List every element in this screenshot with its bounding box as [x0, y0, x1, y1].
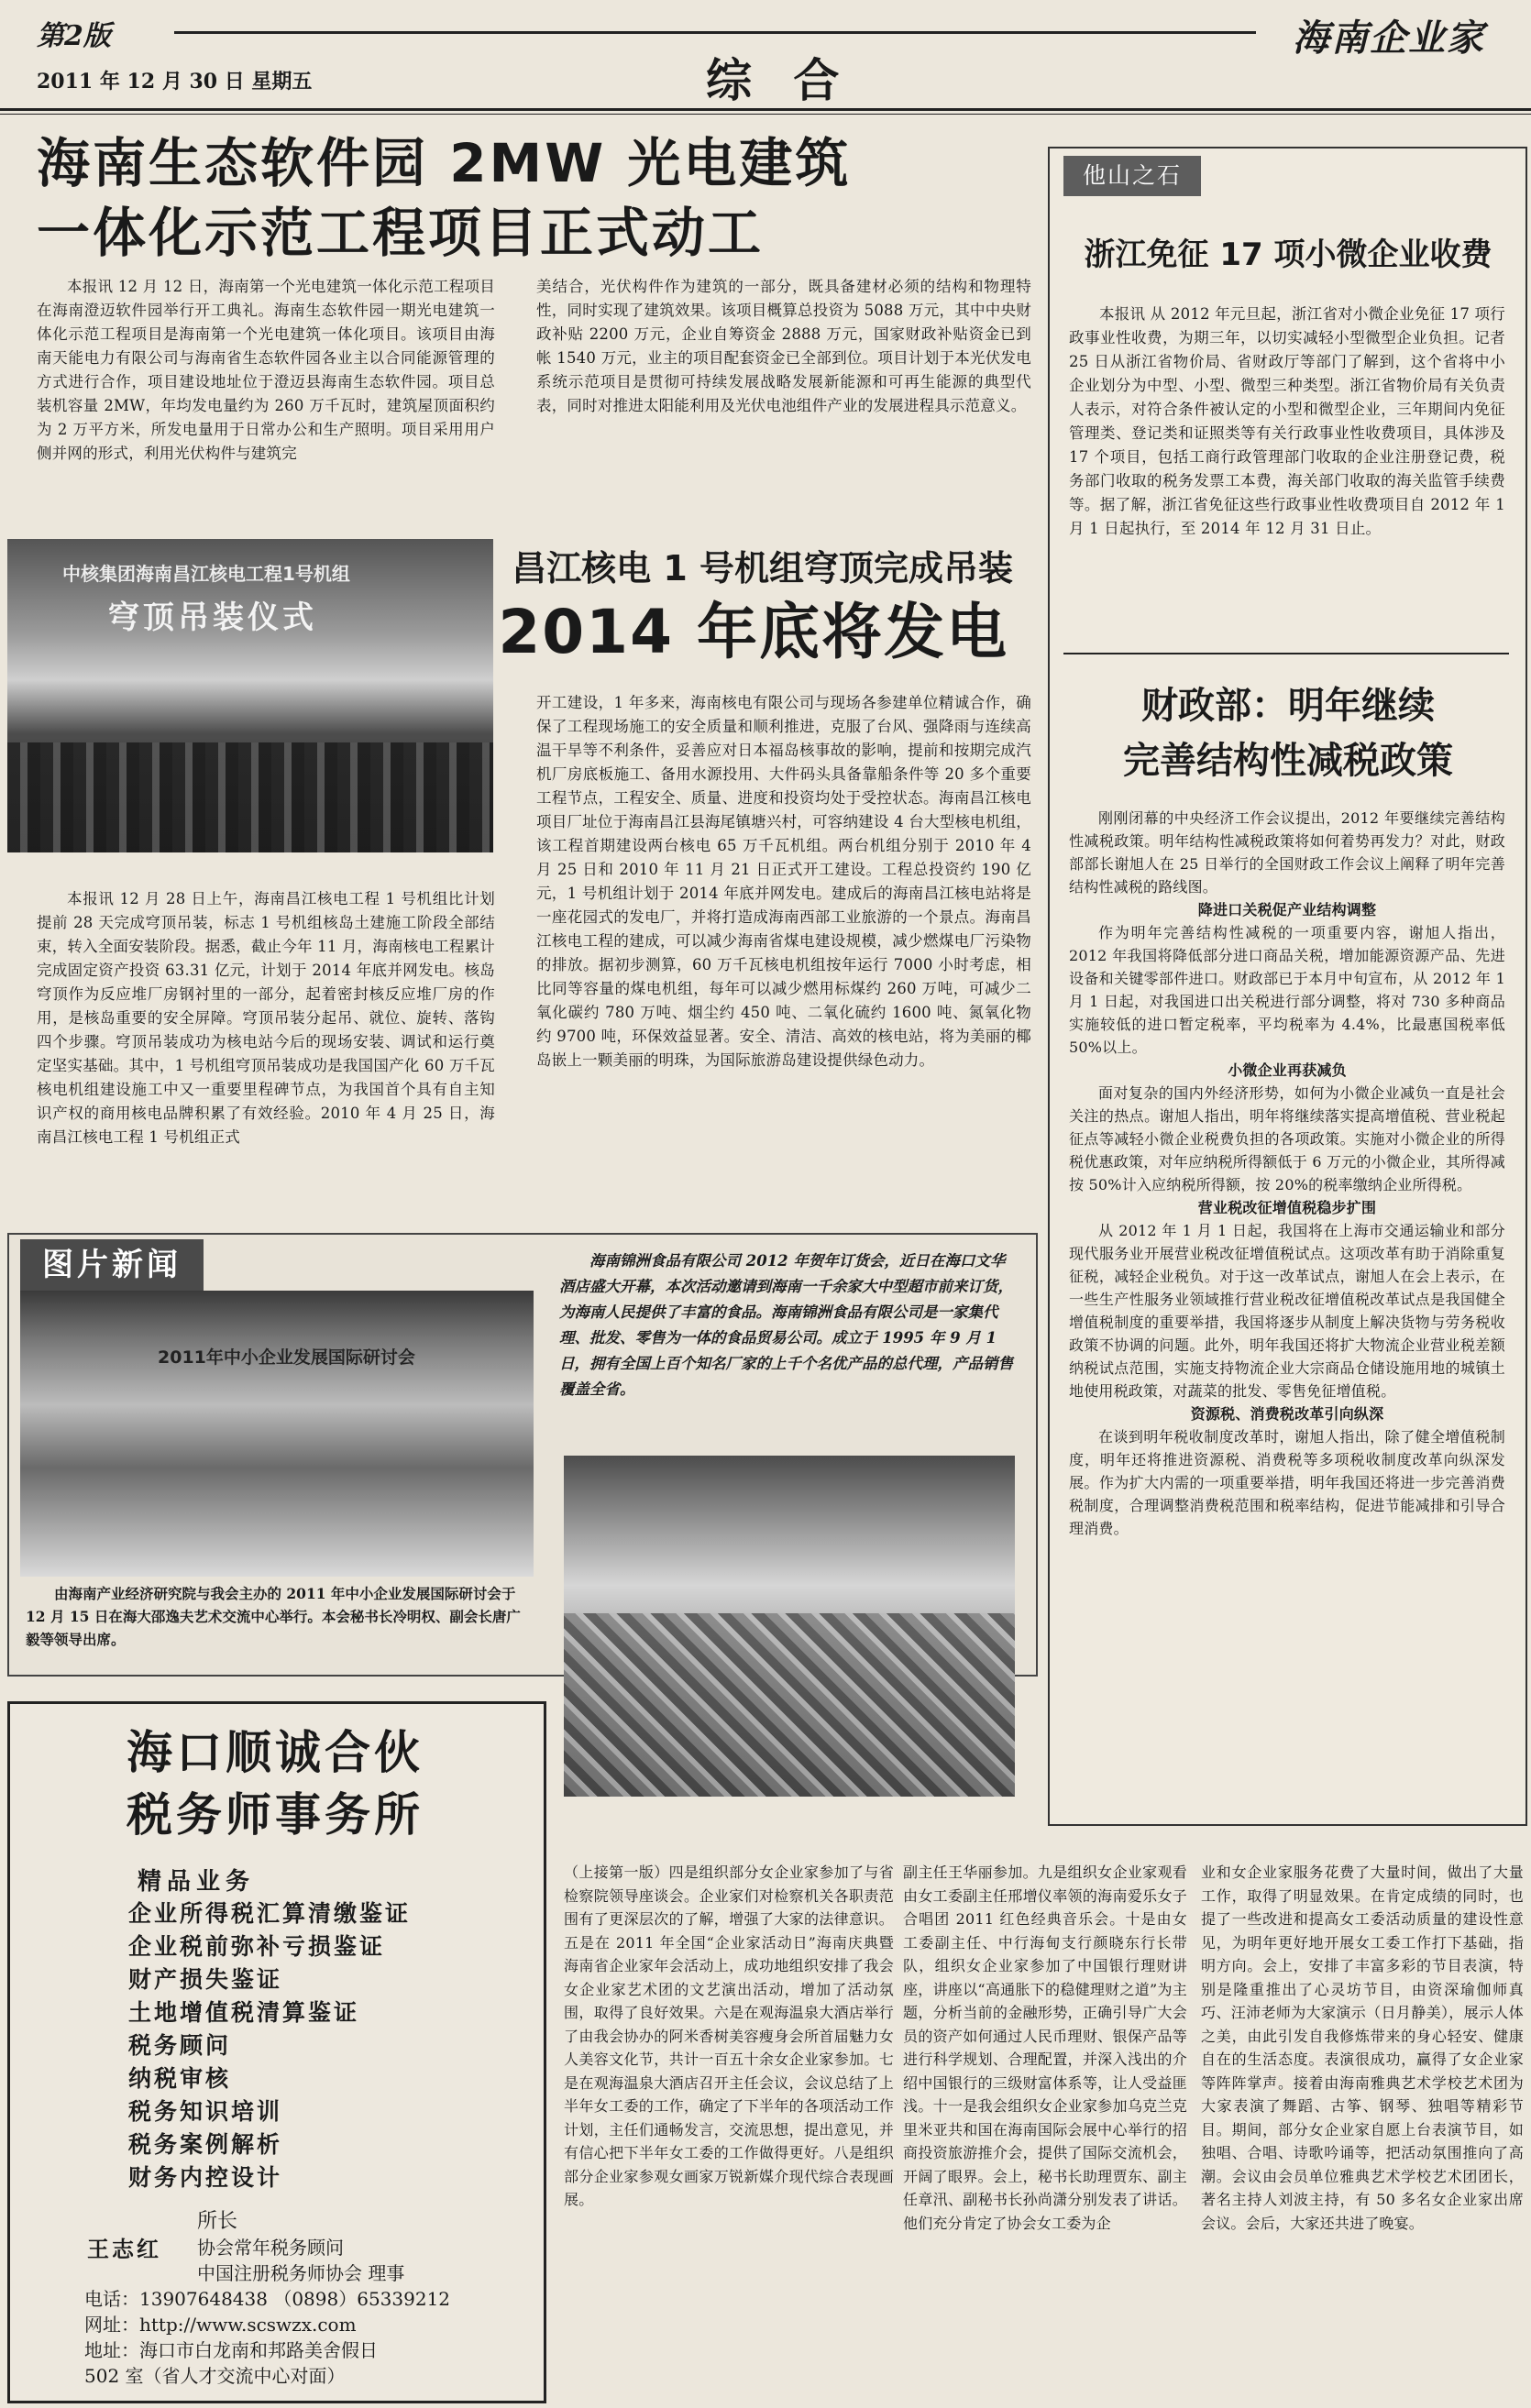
- subheading-resource-tax: 资源税、消费税改革引向纵深: [1190, 1405, 1384, 1423]
- service-item: 纳税审核: [128, 2065, 232, 2092]
- paper-name: 海南企业家: [1293, 16, 1485, 60]
- article4-body: 刚刚闭幕的中央经济工作会议提出，2012 年要继续完善结构性减税政策。明年结构性减税政策将如何着势再发力？对此，财政部部长谢旭人在 25 日举行的全国财政工作会议上阐释了明年完善结构性减税的路线图。 降进口关税促产业结构调整 作为明年完善结构性减税的一项重要内容，谢旭人指出，2012 年我国将降低部分进口商品关税，增加能源资源产品、先进设备和关键零部件进口。财政部已于本月中旬宣布，从 2012 年 1 月 1 日起，对我国进口出关税进行部分调整，将对 730 多种商品实施较低的进口暂定税率，平均税率为 4.4%，比最惠国税率低 50%以上。 小微企业再获减负 面对复杂的国内外经济形势，如何为小微企业减负一直是社会关注的热点。谢旭人指出，明年将继续落实提高增值税、营业税起征点等减轻小微企业税费负担的各项政策。实施对小微企业的所得税优惠政策，对年应纳税所得额低于 6 万元的小微企业，其所得减按 50%计入应纳税所得额，按 20%的税率缴纳企业所得税。 营业税改征增值税稳步扩围 从 2012 年 1 月 1 日起，我国将在上海市交通运输业和部分现代服务业开展营业税改征增值税试点。这项改革有助于消除重复征税，减轻企业税负。对于这一改革试点，谢旭人在会上表示，在一些生产性服务业领域推行营业税改征增值税改革试点是我国健全增值税制度的重要举措，我国将逐步从制度上解决货物与劳务税收政策不协调的问题。此外，明年我国还将扩大物流企业营业税差额纳税试点范围，实施支持物流企业大宗商品仓储设施用地的城镇土地使用税政策，对蔬菜的批发、零售免征增值税。 资源税、消费税改革引向纵深 在谈到明年税收制度改革时，谢旭人指出，除了健全增值税制度，明年还将推进资源税、消费税等多项税收制度改革向纵深发展。作为扩大内需的一项重要举措，明年我国还将进一步完善消费税制度，合理调整消费税范围和税率结构，促进节能减排和引导合理消费。: [1069, 809, 1505, 1537]
- article2-title1: 昌江核电 1 号机组穹顶完成吊装: [512, 548, 1013, 588]
- article2-col1: 本报讯 12 月 28 日上午，海南昌江核电工程 1 号机组比计划提前 28 天完成穹顶吊装，标志 1 号机组核岛土建施工阶段全部结束，转入全面安装阶段。据悉，截止今年 11 月，海南核电工程累计完成固定资产投资 63.31 亿元，计划于 2014 年底并网发电。核岛穹顶作为反应堆厂房钢衬里的一部分，起着密封核反应堆厂房的作用，是核岛重要的安全屏障。穹顶吊装分起吊、就位、旋转、落钩四个步骤。穹顶吊装成功为核电站今后的现场安装、调试和运行奠定坚实基础。其中，1 号机组穹顶吊装成功是我国国产化 60 万千瓦核电机组建设施工中又一重要里程碑节点，为我国首个具有自主知识产权的商用核电品牌积累了有效经验。2010 年 4 月 25 日，海南昌江核电工程 1 号机组正式: [37, 890, 495, 1146]
- article4-title: [1063, 678, 1513, 788]
- article2-title2: 2014 年底将发电: [498, 597, 1008, 667]
- service-item: 土地增值税清算鉴证: [128, 1999, 360, 2026]
- column-tag: 他山之石: [1063, 156, 1201, 196]
- ad-title: [18, 1721, 532, 1846]
- issue-date: 2011 年 12 月 30 日 星期五: [37, 70, 313, 93]
- ad-address-2: 502 室（省人才交流中心对面）: [84, 2365, 346, 2387]
- ad-title-1: 协会常年税务顾问: [197, 2237, 344, 2259]
- food-fair-text: 海南锦洲食品有限公司 2012 年贺年订货会，近日在海口文华酒店盛大开幕，本次活动邀请到海南一千余家大中型超市前来订货，为海南人民提供了丰富的食品。海南锦洲食品有限公司是一家集代理、批发、零售为一体的食品贸易公司。成立于 1995 年 9 月 1 日，拥有全国上百个知名厂家的上千个名优产品的总代理，产品销售覆盖全省。: [559, 1252, 1013, 1398]
- masthead: [0, 0, 1531, 119]
- service-item: 企业所得税汇算清缴鉴证: [128, 1900, 412, 1927]
- article3-body: 本报讯 从 2012 年元旦起，浙江省对小微企业免征 17 项行政事业性收费，为期三年，以切实减轻小型微型企业负担。记者 25 日从浙江省物价局、省财政厅等部门了解到，这个省将中小企业划分为中型、小型、微型三种类型。浙江省物价局有关负责人表示，对符合条件被认定的小型和微型企业，三年期间内免征管理类、登记类和证照类等有关行政事业性收费项目，具体涉及 17 个项目，包括工商行政管理部门收取的企业注册登记费，税务部门收取的税务发票工本费，海关部门收取的海关监管手续费等。据了解，浙江省免征这些行政事业性收费项目自 2012 年 1 月 1 日起执行，至 2014 年 12 月 31 日止。: [1069, 305, 1505, 537]
- ad-title-2: 中国注册税务师协会 理事: [197, 2262, 405, 2284]
- continued-col1: （上接第一版）四是组织部分女企业家参加了与省检察院领导座谈会。企业家们对检察机关各职责范围有了更深层次的了解，增强了大家的法律意识。五是在 2011 年全国“企业家活动日”海南庆典暨海南省企业家年会活动上，成功地组织安排了我会女企业家艺术团的文艺演出活动，增加了活动氛围，取得了良好效果。六是在观海温泉大酒店举行了由我会协办的阿米香树美容瘦身会所首届魅力女人美容文化节，共计一百五十余女企业家参加。七是在观海温泉大酒店召开主任会议，会议总结了上半年女工委的工作，确定了下半年的各项活动工作计划，主任们通畅发言，交流思想，提出意见，并有信心把下半年女工委的工作做得更好。八是组织部分企业家参观女画家万锐新媒介现代综合表现画展。: [564, 1864, 894, 2208]
- article1-col2: 美结合，光伏构件作为建筑的一部分，既具备建材必须的结构和物理特性，同时实现了建筑效果。该项目概算总投资为 5088 万元，其中中央财政补贴 2200 万元，企业自筹资金 2888 万元，国家财政补贴资金已到帐 1540 万元，业主的项目配套资金已全部到位。项目计划于本光伏发电系统示范项目是贯彻可持续发展战略发展新能源和可再生能源的典型代表，同时对推进太阳能利用及光伏电池组件产业的发展进程具示范意义。: [536, 278, 1031, 414]
- ad-title-line2: 税务师事务所: [127, 1788, 424, 1842]
- continued-col2: 副主任王华丽参加。九是组织女企业家观看由女工委副主任邢增仪率领的海南爱乐女子合唱团 2011 红色经典音乐会。十是由女工委副主任、中行海甸支行颜晓东行长带队，组织女企业家参加了中国银行理财讲座，讲座以“高通胀下的稳健理财之道”为主题，分析当前的金融形势，正确引导广大会员的资产如何通过人民币理财、银保产品等进行科学规划、合理配置，并深入浅出的介绍中国银行的三级财富体系等，让人受益匪浅。十一是我会组织女企业家参加乌克兰克里米亚共和国在海南国际会展中心举行的招商投资旅游推介会，提供了国际交流机会，开阔了眼界。会上，秘书长助理贾东、副主任章汛、副秘书长孙尚潇分别发表了讲话。他们充分肯定了协会女工委为企: [903, 1864, 1187, 2232]
- ad-services-list: [128, 1897, 513, 2194]
- article4-title-line2: 完善结构性减税政策: [1123, 740, 1453, 782]
- seminar-banner-text: 2011年中小企业发展国际研讨会: [158, 1347, 415, 1368]
- service-item: 企业税前弥补亏损鉴证: [128, 1933, 386, 1960]
- article1-title-line1: 海南生态软件园 2MW 光电建筑: [37, 132, 852, 194]
- ad-role: 所长: [197, 2210, 238, 2233]
- service-item: 财务内控设计: [128, 2164, 283, 2191]
- article1-title-line2: 一体化示范工程项目正式动工: [37, 202, 765, 264]
- article1-col1: 本报讯 12 月 12 日，海南第一个光电建筑一体化示范工程项目在海南澄迈软件园举行开工典礼。海南生态软件园一期光电建筑一体化示范工程项目是海南第一个光电建筑一体化项目。该项目由海南天能电力有限公司与海南省生态软件园各业主以合同能源管理的方式进行合作，项目建设地址位于澄迈县海南生态软件园。项目总装机容量 2MW，年均发电量约为 260 万千瓦时，建筑屋顶面积约为 2 万平方米，所发电量用于日常办公和生产照明。项目采用用户侧并网的形式，利用光伏构件与建筑完: [37, 278, 495, 462]
- continued-col3: 业和女企业家服务花费了大量时间，做出了大量工作，取得了明显效果。在肯定成绩的同时，也提了一些改进和提高女工委活动质量的建设性意见，为明年更好地开展女工委工作打下基础，指明方向。会上，安排了丰富多彩的节目表演，特别是隆重推出了心灵坊节目，由资深瑜伽师真巧、汪沛老师为大家演示（日月静美），展示人体之美，由此引发自我修炼带来的身心轻安、健康自在的生活态度。表演很成功，赢得了女企业家等阵阵掌声。接着由海南雅典艺术学校艺术团为大家表演了舞蹈、古筝、钢琴、独唱等精彩节目。期间，部分女企业家自愿上台表演节目，如独唱、合唱、诗歌吟诵等，把活动氛围推向了高潮。会议由会员单位雅典艺术学校艺术团团长，著名主持人刘波主持，有 50 多名女企业家出席会议。会后，大家还共进了晚宴。: [1201, 1864, 1524, 2232]
- food-fair-photo: [564, 1456, 1015, 1797]
- ad-title-line1: 海口顺诚合伙: [127, 1726, 424, 1779]
- subheading-tariffs: 降进口关税促产业结构调整: [1197, 901, 1377, 918]
- ad-address-1: 地址：海口市白龙南和邦路美舍假日: [84, 2339, 378, 2361]
- ad-services-heading: 精品业务: [138, 1868, 256, 1896]
- ad-website: 网址：http://www.scswzx.com: [84, 2314, 357, 2336]
- subheading-small-business: 小微企业再获减负: [1228, 1061, 1347, 1079]
- page-number: 第2版: [37, 20, 111, 52]
- ad-person-name: 王志红: [87, 2236, 161, 2262]
- section-name: 综 合: [706, 53, 853, 107]
- service-item: 税务案例解析: [128, 2131, 283, 2158]
- article2-col2: 开工建设，1 年多来，海南核电有限公司与现场各参建单位精诚合作，确保了工程现场施工的安全质量和顺利推进，克服了台风、强降雨与连续高温干旱等不利条件，妥善应对日本福岛核事故的影响，提前和按期完成汽机厂房底板施工、备用水源投用、大件码头具备靠船条件等 20 多个重要工程节点，工程安全、质量、进度和投资均处于受控状态。海南昌江核电项目厂址位于海南昌江县海尾镇塘兴村，可容纳建设 4 台大型核电机组，该工程首期建设两台核电 65 万千瓦机组。两台机组分别于 2010 年 4 月 25 日和 2010 年 11 月 21 日正式开工建设。工程总投资约 190 亿元，1 号机组计划于 2014 年底并网发电。建成后的海南昌江核电站将是一座花园式的发电厂，并将打造成海南西部工业旅游的一个景点。海南昌江核电工程的建成，可以减少海南省煤电建设规模，减少燃煤电厂污染物的排放。据初步测算，60 万千瓦核电机组按年运行 7000 小时考虑，相比同等容量的煤电机组，每年可以减少燃用标煤约 260 万吨，可减少二氧化碳约 780 万吨、烟尘约 450 吨、二氧化硫约 1600 吨、氮氧化物约 9700 吨，环保效益显著。安全、清洁、高效的核电站，将为美丽的椰岛嵌上一颗美丽的明珠，为国际旅游岛建设提供绿色动力。: [536, 694, 1031, 1069]
- seminar-caption: 由海南产业经济研究院与我会主办的 2011 年中小企业发展国际研讨会于 12 月 15 日在海大邵逸夫艺术交流中心举行。本会秘书长冷明权、副会长唐广毅等领导出席。: [26, 1585, 521, 1648]
- seminar-photo: [20, 1291, 534, 1577]
- service-item: 税务知识培训: [128, 2098, 283, 2125]
- article3-title: 浙江免征 17 项小微企业收费: [1084, 236, 1492, 273]
- article4-title-line1: 财政部：明年继续: [1141, 685, 1435, 727]
- service-item: 财产损失鉴证: [128, 1966, 283, 1993]
- article1-title: [37, 128, 1027, 268]
- photo-banner-subtext: 穹顶吊装仪式: [108, 599, 317, 636]
- ad-phone: 电话：13907648438 （0898）65339212: [84, 2288, 451, 2310]
- nuclear-ceremony-photo: [7, 539, 493, 852]
- photo-news-tag: 图片新闻: [20, 1239, 204, 1291]
- photo-banner-text: 中核集团海南昌江核电工程1号机组: [62, 563, 350, 585]
- service-item: 税务顾问: [128, 2032, 232, 2059]
- subheading-vat: 营业税改征增值税稳步扩围: [1197, 1199, 1377, 1216]
